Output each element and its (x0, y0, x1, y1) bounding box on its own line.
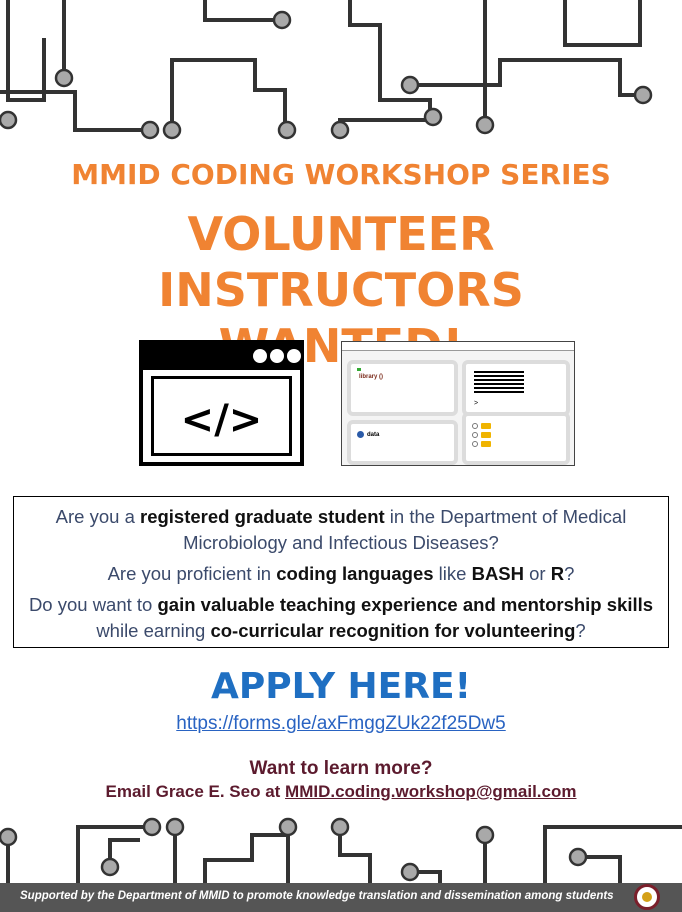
window-dot-icon (287, 349, 301, 363)
learn-more-question: Want to learn more? (249, 758, 433, 779)
environment-data-row (357, 431, 379, 438)
question-graduate-student: Are you a registered graduate student in the Department of Medical Microbiology and Infectious Diseases? (55, 506, 627, 553)
window-dot-icon (270, 349, 284, 363)
university-crest-icon (634, 884, 660, 910)
code-brackets-icon (139, 340, 304, 466)
footer-bar (0, 883, 682, 912)
question-teaching-experience: Do you want to gain valuable teaching experience and mentorship skills while earning co-curricular recognition for volunteering? (28, 594, 654, 641)
apply-heading: APPLY HERE! (210, 666, 471, 707)
ide-top-bar (342, 342, 574, 351)
workshop-series-title: MMID CODING WORKSHOP SERIES (71, 158, 611, 191)
code-window-body (151, 376, 292, 456)
folder-icon (481, 423, 491, 429)
file-row (472, 430, 491, 439)
circuit-decoration-bottom (0, 815, 682, 887)
footer-support-text: Supported by the Department of MMID to promote knowledge translation and dissemination among students (20, 890, 614, 902)
question-coding-languages: Are you proficient in coding languages like BASH or R? (107, 563, 575, 584)
application-form-link[interactable]: https://forms.gle/axFmggZUk22f25Dw5 (176, 713, 506, 734)
ide-environment-pane (347, 420, 458, 465)
editor-code-text: library () (359, 374, 384, 380)
headline-line-1: VOLUNTEER INSTRUCTORS (158, 207, 524, 317)
file-row (472, 421, 491, 430)
checkbox-icon (472, 441, 478, 447)
ide-files-pane (462, 412, 570, 465)
contact-email-link[interactable]: MMID.coding.workshop@gmail.com (285, 782, 577, 801)
ide-editor-pane (347, 360, 458, 416)
folder-icon (481, 441, 491, 447)
console-prompt: > (474, 400, 479, 407)
environment-data-label: data (367, 432, 380, 439)
data-play-icon (357, 431, 364, 438)
console-output-lines (474, 371, 524, 395)
editor-marker-icon (357, 368, 361, 371)
contact-email-line (0, 782, 682, 802)
checkbox-icon (472, 432, 478, 438)
ide-screenshot-illustration (341, 341, 575, 466)
checkbox-icon (472, 423, 478, 429)
contact-prefix: Email Grace E. Seo at (105, 782, 286, 801)
window-dot-icon (253, 349, 267, 363)
folder-icon (481, 432, 491, 438)
file-list (472, 421, 491, 448)
ide-console-pane (462, 360, 570, 416)
window-title-bar (143, 344, 300, 370)
circuit-decoration-top (0, 0, 682, 140)
eligibility-questions-box (13, 496, 669, 648)
file-row (472, 439, 491, 448)
code-symbol: </> (180, 397, 263, 443)
